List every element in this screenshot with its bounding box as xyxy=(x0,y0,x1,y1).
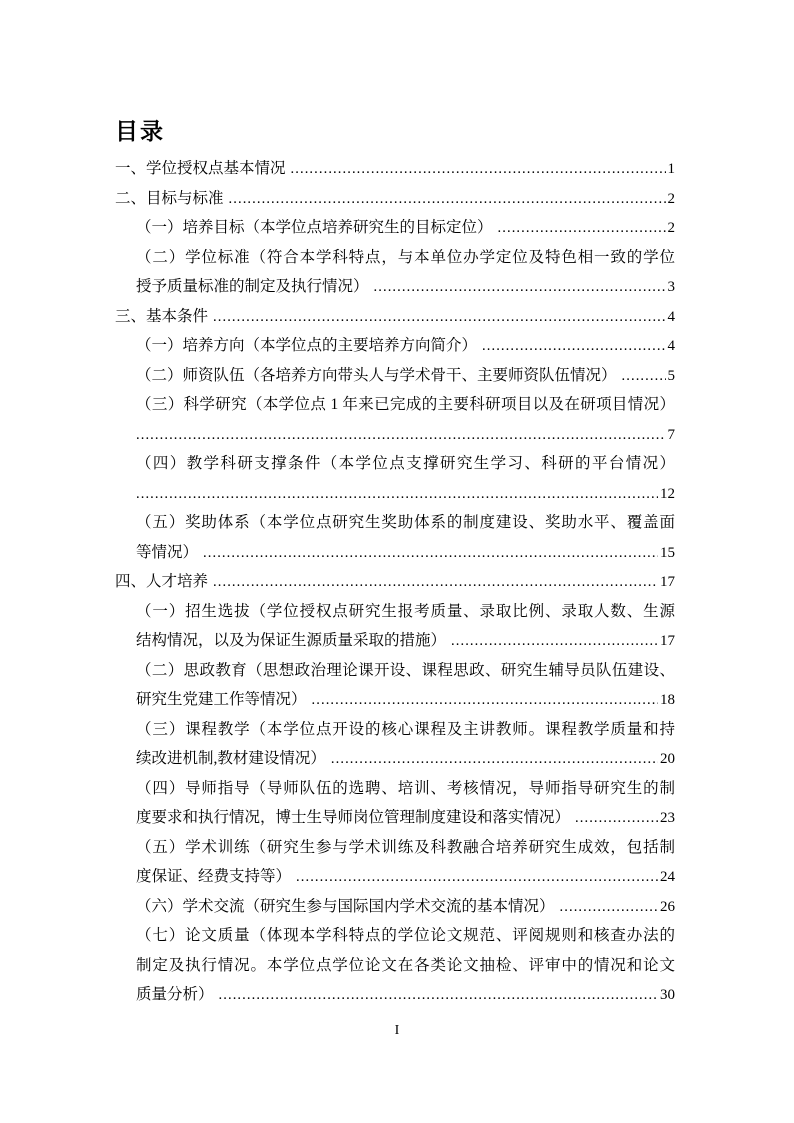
toc-entry-text: 制定及执行情况。本学位点学位论文在各类论文抽检、评审中的情况和论文 xyxy=(136,956,675,974)
toc-page-number: 4 xyxy=(667,308,675,325)
toc-entry-text: （七）论文质量（体现本学科特点的学位论文规范、评阅规则和核查办法的 xyxy=(136,927,675,944)
toc-entry[interactable] xyxy=(115,803,675,833)
toc-entry-text: （三）科学研究（本学位点 1 年来已完成的主要科研项目以及在研项目情况） xyxy=(136,396,675,413)
toc-entry[interactable] xyxy=(115,213,675,243)
toc-entry[interactable] xyxy=(115,184,675,214)
dot-leader xyxy=(291,154,666,184)
dot-leader xyxy=(219,980,658,1010)
toc-entry[interactable] xyxy=(115,243,675,273)
table-of-contents xyxy=(115,154,675,1010)
toc-entry[interactable] xyxy=(115,892,675,922)
dot-leader xyxy=(498,213,666,243)
toc-entry-text: 三、基本条件 xyxy=(115,307,209,325)
toc-entry-text: （四）导师指导（导师队伍的选聘、培训、考核情况，导师指导研究生的制 xyxy=(136,779,675,797)
toc-entry[interactable] xyxy=(115,744,675,774)
toc-page-number: 2 xyxy=(667,190,675,207)
toc-entry[interactable] xyxy=(115,656,675,686)
toc-page-number: 4 xyxy=(667,338,675,354)
toc-entry-text: （五）学术训练（研究生参与学术训练及科教融合培养研究生成效，包括制 xyxy=(136,838,675,856)
dot-leader xyxy=(331,744,658,774)
toc-entry-text: （三）课程教学（本学位点开设的核心课程及主讲教师。课程教学质量和持 xyxy=(136,720,675,738)
toc-entry[interactable] xyxy=(115,449,675,479)
dot-leader xyxy=(575,803,658,833)
toc-entry[interactable] xyxy=(115,921,675,951)
toc-entry[interactable] xyxy=(115,626,675,656)
toc-entry-text: （一）培养目标（本学位点培养研究生的目标定位） xyxy=(136,219,493,236)
toc-entry-text: 四、人才培养 xyxy=(115,573,209,590)
toc-entry[interactable] xyxy=(115,685,675,715)
dot-leader xyxy=(203,538,658,568)
toc-entry[interactable] xyxy=(115,862,675,892)
dot-leader xyxy=(374,272,666,302)
toc-entry-text: （五）奖助体系（本学位点研究生奖助体系的制度建设、奖助水平、覆盖面 xyxy=(136,514,675,531)
dot-leader xyxy=(213,567,658,597)
toc-entry[interactable] xyxy=(115,951,675,981)
toc-entry-text: 续改进机制,教材建设情况） xyxy=(136,750,326,767)
toc-entry[interactable] xyxy=(115,538,675,568)
toc-entry-text: 研究生党建工作等情况） xyxy=(136,691,307,708)
toc-page-number: 5 xyxy=(667,367,675,384)
toc-entry[interactable] xyxy=(115,479,675,509)
toc-page-number: 26 xyxy=(660,898,675,915)
toc-page-number: 24 xyxy=(660,869,675,885)
toc-page-number: 17 xyxy=(660,574,675,590)
toc-entry[interactable] xyxy=(115,567,675,597)
toc-page-number: 17 xyxy=(660,633,675,649)
toc-entry[interactable] xyxy=(115,980,675,1010)
dot-leader xyxy=(622,361,666,391)
toc-entry-text: 度要求和执行情况，博士生导师岗位管理制度建设和落实情况） xyxy=(136,809,571,826)
toc-entry[interactable] xyxy=(115,302,675,332)
toc-entry-text: 一、学位授权点基本情况 xyxy=(115,160,286,177)
toc-entry-text: （六）学术交流（研究生参与国际国内学术交流的基本情况） xyxy=(136,897,555,915)
toc-page-number: 2 xyxy=(667,220,675,236)
dot-leader xyxy=(482,331,665,361)
toc-entry-text: （一）培养方向（本学位点的主要培养方向简介） xyxy=(136,337,478,354)
dot-leader xyxy=(312,685,658,715)
toc-entry-text: （一）招生选拔（学位授权点研究生报考质量、录取比例、录取人数、生源 xyxy=(136,602,675,620)
toc-entry-text: （二）学位标准（符合本学科特点，与本单位办学定位及特色相一致的学位 xyxy=(136,248,675,266)
toc-entry[interactable] xyxy=(115,272,675,302)
toc-entry-text: 等情况） xyxy=(136,543,199,561)
toc-page-number: 18 xyxy=(660,692,675,708)
toc-entry-text: 质量分析） xyxy=(136,986,214,1003)
toc-page-number: 3 xyxy=(667,279,675,295)
toc-entry[interactable] xyxy=(115,361,675,391)
toc-entry[interactable] xyxy=(115,508,675,538)
toc-entry[interactable] xyxy=(115,331,675,361)
toc-entry[interactable] xyxy=(115,833,675,863)
toc-entry-text: 度保证、经费支持等） xyxy=(136,868,292,885)
toc-entry-text: （二）师资队伍（各培养方向带头人与学术骨干、主要师资队伍情况） xyxy=(136,366,617,384)
dot-leader xyxy=(296,862,658,892)
toc-page-number: 30 xyxy=(660,987,675,1003)
toc-entry-text: 二、目标与标准 xyxy=(115,189,224,207)
footer-page-number: I xyxy=(394,1023,400,1038)
toc-entry[interactable] xyxy=(115,420,675,450)
toc-entry-text: （四）教学科研支撑条件（本学位点支撑研究生学习、科研的平台情况） xyxy=(136,455,675,472)
toc-page-number: 23 xyxy=(660,810,675,826)
dot-leader xyxy=(229,184,666,214)
dot-leader xyxy=(451,626,658,656)
toc-page-number: 12 xyxy=(660,485,675,502)
dot-leader xyxy=(136,479,658,509)
dot-leader xyxy=(560,892,658,922)
dot-leader xyxy=(213,302,665,332)
toc-page-number: 20 xyxy=(660,751,675,767)
toc-entry[interactable] xyxy=(115,390,675,420)
toc-entry-text: （二）思政教育（思想政治理论课开设、课程思政、研究生辅导员队伍建设、 xyxy=(136,661,675,679)
toc-entry-text: 授予质量标准的制定及执行情况） xyxy=(136,278,369,295)
toc-entry-text: 结构情况，以及为保证生源质量采取的措施） xyxy=(136,632,447,649)
toc-entry[interactable] xyxy=(115,774,675,804)
toc-page-number: 7 xyxy=(667,426,675,443)
toc-entry[interactable] xyxy=(115,715,675,745)
dot-leader xyxy=(136,420,666,450)
toc-title: 目录 xyxy=(115,119,165,144)
toc-entry[interactable] xyxy=(115,154,675,184)
toc-page-number: 15 xyxy=(660,544,675,561)
toc-entry[interactable] xyxy=(115,597,675,627)
toc-page-number: 1 xyxy=(667,161,675,177)
